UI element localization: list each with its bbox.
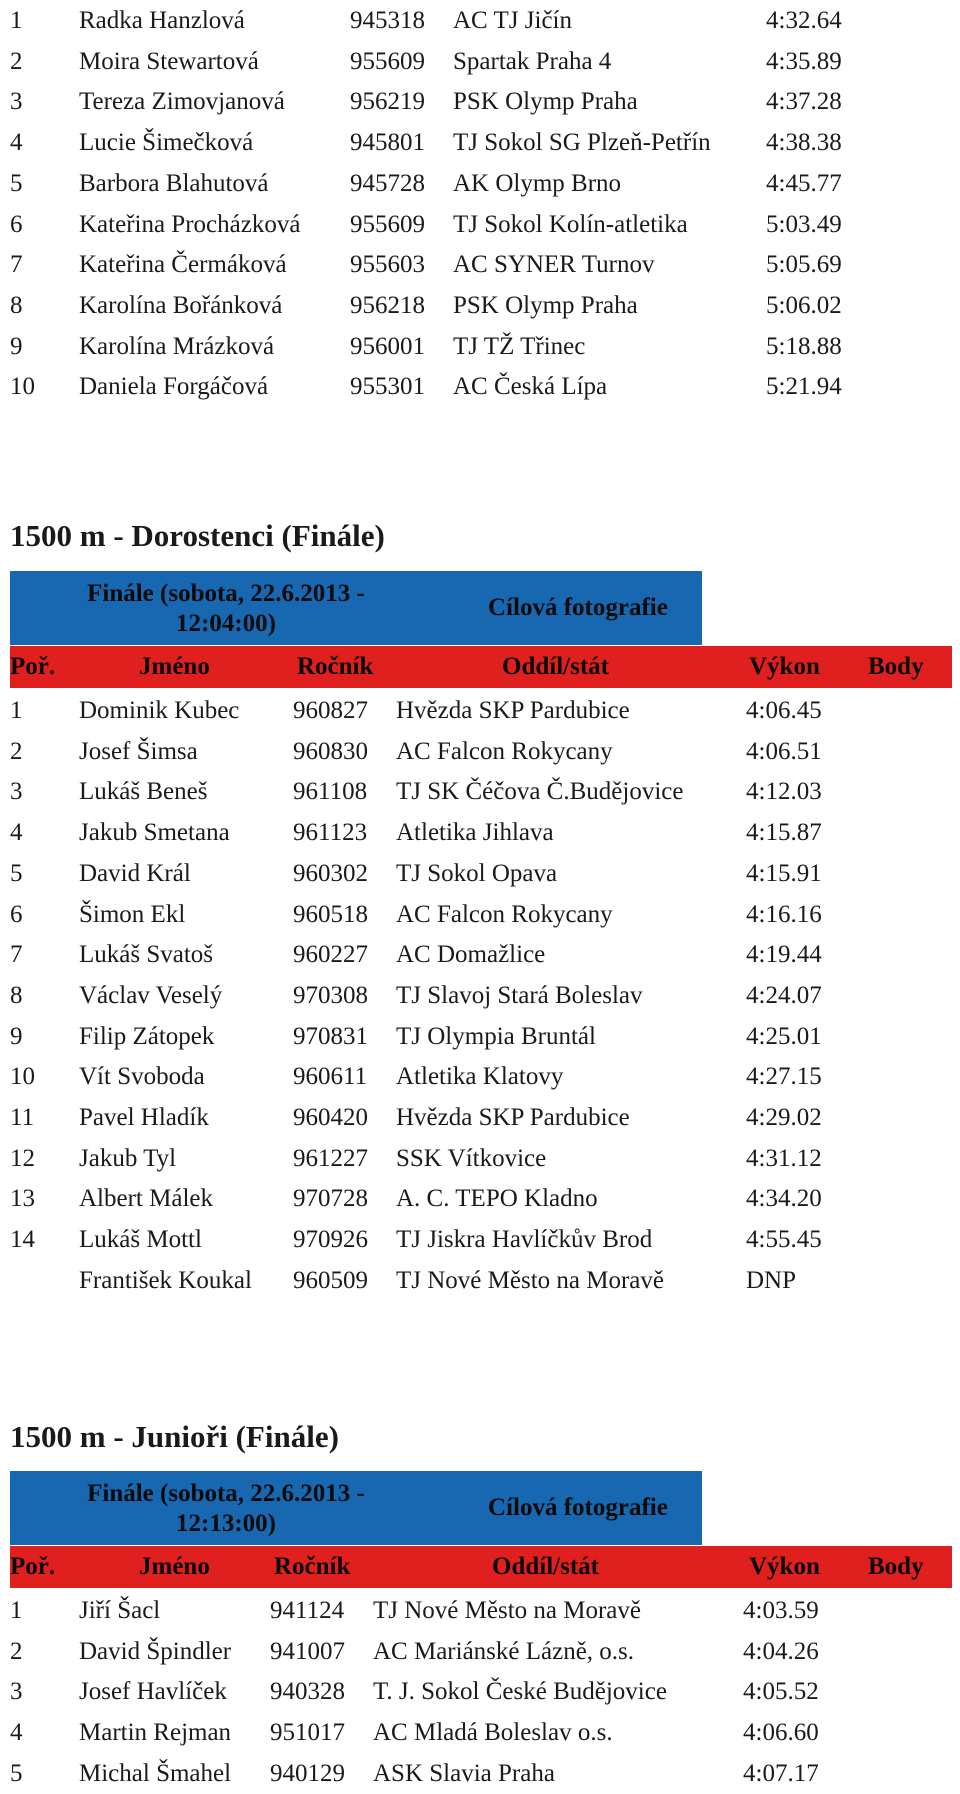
rank-cell: 11: [10, 1104, 35, 1131]
name-cell: Moira Stewartová: [79, 47, 259, 75]
year-cell: 956219: [350, 88, 425, 116]
year-cell: 970308: [293, 981, 368, 1009]
name-cell: Albert Málek: [79, 1185, 213, 1213]
year-cell: 945728: [350, 169, 425, 197]
year-cell: 960302: [293, 859, 368, 887]
table-row: [0, 163, 960, 204]
name-cell: Dominik Kubec: [79, 697, 240, 724]
rank-cell: 8: [10, 291, 23, 319]
table-row: [0, 1712, 960, 1753]
rank-cell: 1: [10, 697, 23, 724]
name-cell: Martin Rejman: [79, 1719, 232, 1747]
result-cell: 5:03.49: [766, 210, 842, 238]
club-cell: Spartak Praha 4: [453, 47, 612, 75]
name-cell: Vít Svoboda: [79, 1063, 205, 1091]
rank-cell: 2: [10, 737, 23, 765]
name-cell: Daniela Forgáčová: [79, 373, 269, 401]
result-cell: 4:06.60: [743, 1719, 819, 1747]
club-cell: A. C. TEPO Kladno: [396, 1185, 598, 1213]
header-year: Ročník: [274, 1553, 351, 1580]
year-cell: 940129: [270, 1759, 345, 1787]
year-cell: 960518: [293, 900, 368, 928]
result-cell: DNP: [746, 1266, 797, 1294]
table-row: [0, 975, 960, 1016]
year-cell: 955603: [350, 251, 425, 279]
table-row: [0, 894, 960, 935]
result-cell: 4:12.03: [746, 778, 822, 806]
header-result: Výkon: [749, 653, 820, 680]
year-cell: 955609: [350, 47, 425, 75]
table-row: [0, 81, 960, 122]
name-cell: Karolína Bořánková: [79, 291, 283, 319]
result-cell: 5:18.88: [766, 332, 842, 360]
name-cell: Filip Zátopek: [79, 1022, 215, 1050]
year-cell: 960827: [293, 697, 368, 724]
name-cell: Jiří Šacl: [79, 1597, 161, 1624]
year-cell: 960611: [293, 1063, 368, 1091]
header-name: Jméno: [139, 1553, 210, 1580]
table-row: [0, 934, 960, 975]
table-row: [0, 1138, 960, 1179]
club-cell: AC Falcon Rokycany: [396, 900, 613, 928]
name-cell: Jakub Tyl: [79, 1144, 177, 1172]
club-cell: AC Falcon Rokycany: [396, 737, 613, 765]
rank-cell: 5: [10, 169, 23, 197]
table-row: [0, 1671, 960, 1712]
club-cell: TJ Jiskra Havlíčkův Brod: [396, 1226, 653, 1254]
final-label: Finále (sobota, 22.6.2013 - 12:04:00): [87, 580, 365, 637]
club-cell: AK Olymp Brno: [453, 169, 622, 197]
header-name: Jméno: [139, 653, 210, 680]
name-cell: David Král: [79, 859, 191, 887]
header-club: Oddíl/stát: [492, 1553, 599, 1580]
club-cell: AC SYNER Turnov: [453, 251, 655, 279]
header-year: Ročník: [297, 653, 374, 680]
result-cell: 4:06.51: [746, 737, 822, 765]
name-cell: Michal Šmahel: [79, 1759, 232, 1787]
header-club: Oddíl/stát: [502, 653, 609, 680]
photo-finish-link[interactable]: Cílová fotografie: [488, 1494, 668, 1521]
year-cell: 945801: [350, 129, 425, 157]
header-points: Body: [868, 653, 924, 680]
name-cell: Václav Veselý: [79, 981, 223, 1009]
club-cell: TJ Nové Město na Moravě: [373, 1597, 641, 1624]
table-row: [0, 812, 960, 853]
name-cell: František Koukal: [79, 1266, 252, 1294]
rank-cell: 7: [10, 251, 23, 279]
club-cell: Hvězda SKP Pardubice: [396, 1104, 630, 1131]
rank-cell: 4: [10, 129, 23, 157]
result-cell: 4:07.17: [743, 1759, 819, 1787]
name-cell: Tereza Zimovjanová: [79, 88, 285, 116]
rank-cell: 8: [10, 981, 23, 1009]
club-cell: PSK Olymp Praha: [453, 291, 638, 319]
rank-cell: 2: [10, 47, 23, 75]
table-row: [0, 366, 960, 407]
club-cell: TJ Nové Město na Moravě: [396, 1266, 664, 1294]
year-cell: 970926: [293, 1226, 368, 1254]
year-cell: 961108: [293, 778, 368, 806]
year-cell: 970831: [293, 1022, 368, 1050]
result-cell: 4:27.15: [746, 1063, 822, 1091]
table-header-dorostenci: [10, 646, 952, 688]
result-cell: 4:45.77: [766, 169, 842, 197]
table-row: [0, 1178, 960, 1219]
rank-cell: 4: [10, 819, 23, 847]
result-cell: 4:37.28: [766, 88, 842, 116]
club-cell: TJ Sokol SG Plzeň-Petřín: [453, 129, 711, 157]
result-cell: 4:55.45: [746, 1226, 822, 1254]
final-info-bar-juniori: [10, 1471, 702, 1545]
year-cell: 956001: [350, 332, 425, 360]
table-row: [0, 853, 960, 894]
result-cell: 4:31.12: [746, 1144, 822, 1172]
year-cell: 940328: [270, 1678, 345, 1706]
year-cell: 970728: [293, 1185, 368, 1213]
year-cell: 961123: [293, 819, 368, 847]
table-row: [0, 285, 960, 326]
table-row: [0, 1753, 960, 1794]
result-cell: 4:15.87: [746, 819, 822, 847]
club-cell: TJ TŽ Třinec: [453, 332, 586, 360]
name-cell: Barbora Blahutová: [79, 169, 269, 197]
result-cell: 4:06.45: [746, 697, 822, 724]
club-cell: TJ Slavoj Stará Boleslav: [396, 981, 643, 1009]
rank-cell: 10: [10, 373, 35, 401]
rank-cell: 7: [10, 941, 23, 969]
result-cell: 4:15.91: [746, 859, 822, 887]
year-cell: 960420: [293, 1104, 368, 1131]
rank-cell: 13: [10, 1185, 35, 1213]
year-cell: 951017: [270, 1719, 345, 1747]
table-row: [0, 1260, 960, 1301]
table-row: [0, 326, 960, 367]
header-points: Body: [868, 1553, 924, 1580]
table-row: [0, 1097, 960, 1138]
name-cell: Lukáš Svatoš: [79, 941, 214, 969]
table-row: [0, 1056, 960, 1097]
rank-cell: 4: [10, 1719, 23, 1747]
header-result: Výkon: [749, 1553, 820, 1580]
result-cell: 4:04.26: [743, 1637, 819, 1665]
result-cell: 4:24.07: [746, 981, 822, 1009]
rank-cell: 3: [10, 88, 23, 116]
year-cell: 955609: [350, 210, 425, 238]
name-cell: Lukáš Mottl: [79, 1226, 202, 1254]
year-cell: 956218: [350, 291, 425, 319]
name-cell: Radka Hanzlová: [79, 7, 245, 34]
club-cell: AC Mariánské Lázně, o.s.: [373, 1637, 635, 1665]
club-cell: TJ Sokol Opava: [396, 859, 558, 887]
year-cell: 961227: [293, 1144, 368, 1172]
name-cell: Karolína Mrázková: [79, 332, 275, 360]
result-cell: 4:05.52: [743, 1678, 819, 1706]
result-cell: 4:16.16: [746, 900, 822, 928]
club-cell: TJ SK Čéčova Č.Budějovice: [396, 778, 684, 806]
rank-cell: 14: [10, 1226, 35, 1254]
club-cell: TJ Sokol Kolín-atletika: [453, 210, 688, 238]
year-cell: 941124: [270, 1597, 345, 1624]
table-row: [0, 771, 960, 812]
name-cell: Kateřina Čermáková: [79, 251, 287, 279]
year-cell: 960830: [293, 737, 368, 765]
table-row: [0, 0, 960, 41]
table-row: [0, 244, 960, 285]
table-row: [0, 122, 960, 163]
name-cell: Šimon Ekl: [79, 900, 186, 928]
result-cell: 5:21.94: [766, 373, 842, 401]
result-cell: 4:03.59: [743, 1597, 819, 1624]
result-cell: 4:32.64: [766, 7, 842, 34]
table-row: [0, 731, 960, 772]
final-info-bar-dorostenci: [10, 571, 702, 645]
table-header-juniori: [10, 1546, 952, 1588]
club-cell: PSK Olymp Praha: [453, 88, 638, 116]
result-cell: 4:29.02: [746, 1104, 822, 1131]
result-cell: 5:06.02: [766, 291, 842, 319]
header-rank: Poř.: [10, 653, 56, 680]
club-cell: AC TJ Jičín: [453, 7, 572, 34]
year-cell: 960509: [293, 1266, 368, 1294]
rank-cell: 6: [10, 210, 23, 238]
result-cell: 4:34.20: [746, 1185, 822, 1213]
table-row: [0, 1631, 960, 1672]
name-cell: Josef Havlíček: [79, 1678, 227, 1706]
club-cell: AC Česká Lípa: [453, 373, 608, 401]
name-cell: Lukáš Beneš: [79, 778, 208, 806]
section-heading-juniori: 1500 m - Junioři (Finále): [10, 1419, 339, 1454]
rank-cell: 5: [10, 1759, 23, 1787]
result-cell: 4:38.38: [766, 129, 842, 157]
rank-cell: 6: [10, 900, 23, 928]
table-row: [0, 1219, 960, 1260]
rank-cell: 3: [10, 1678, 23, 1706]
name-cell: Josef Šimsa: [79, 737, 198, 765]
rank-cell: 9: [10, 1022, 23, 1050]
name-cell: Lucie Šimečková: [79, 129, 254, 157]
rank-cell: 12: [10, 1144, 35, 1172]
table-row: [0, 1016, 960, 1057]
club-cell: SSK Vítkovice: [396, 1144, 547, 1172]
rank-cell: 10: [10, 1063, 35, 1091]
table-row: [0, 204, 960, 245]
year-cell: 941007: [270, 1637, 345, 1665]
rank-cell: 1: [10, 1597, 23, 1624]
name-cell: Pavel Hladík: [79, 1104, 209, 1131]
photo-finish-link[interactable]: Cílová fotografie: [488, 594, 668, 621]
club-cell: AC Domažlice: [396, 941, 546, 969]
rank-cell: 1: [10, 7, 23, 34]
header-rank: Poř.: [10, 1553, 56, 1580]
name-cell: David Špindler: [79, 1637, 232, 1665]
result-cell: 4:19.44: [746, 941, 822, 969]
name-cell: Jakub Smetana: [79, 819, 230, 847]
year-cell: 960227: [293, 941, 368, 969]
club-cell: Hvězda SKP Pardubice: [396, 697, 630, 724]
rank-cell: 9: [10, 332, 23, 360]
table-row: [0, 1590, 960, 1631]
club-cell: ASK Slavia Praha: [373, 1759, 555, 1787]
name-cell: Kateřina Procházková: [79, 210, 301, 238]
rank-cell: 3: [10, 778, 23, 806]
club-cell: T. J. Sokol České Budějovice: [373, 1678, 667, 1706]
result-cell: 4:25.01: [746, 1022, 822, 1050]
final-label: Finále (sobota, 22.6.2013 - 12:13:00): [87, 1480, 365, 1537]
club-cell: TJ Olympia Bruntál: [396, 1022, 596, 1050]
result-cell: 4:35.89: [766, 47, 842, 75]
club-cell: AC Mladá Boleslav o.s.: [373, 1719, 613, 1747]
club-cell: Atletika Jihlava: [396, 819, 554, 847]
rank-cell: 2: [10, 1637, 23, 1665]
table-row: [0, 41, 960, 82]
club-cell: Atletika Klatovy: [396, 1063, 564, 1091]
table-row: [0, 690, 960, 731]
section-heading-dorostenci: 1500 m - Dorostenci (Finále): [10, 518, 385, 553]
result-cell: 5:05.69: [766, 251, 842, 279]
year-cell: 955301: [350, 373, 425, 401]
year-cell: 945318: [350, 7, 425, 34]
rank-cell: 5: [10, 859, 23, 887]
